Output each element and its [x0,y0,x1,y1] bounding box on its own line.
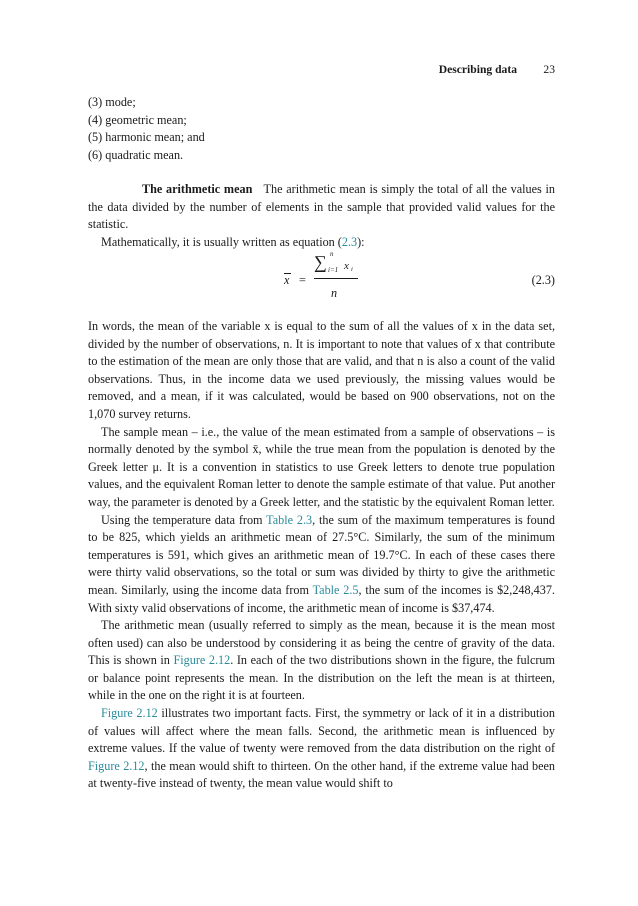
equation-2-3 [88,250,555,300]
equation-lhs: x [284,273,290,287]
figure-link[interactable]: Figure 2.12 [88,758,145,773]
paragraph: In words, the mean of the variable x is equal to the sum of all the values of x in the data set, divided by the number of observations, n. It is important to note that values of x that contribute to the estimation of the mean are only those that are valid, and that n is also a count of the valid observations. Thus, in the income data we used previously, the missing values would be removed, and a mean, if it was calculated, would be based on 900 observations, not on the 1,070 survey returns. [88,319,555,421]
paragraph [88,181,555,234]
paragraph: The arithmetic mean (usually referred to simply as the mean, because it is the mean most often used) can also be understood by considering it as being the centre of gravity of the data. This is shown in Figure 2.12. In each of the two distributions shown in the figure, the fulcrum or balance point represents the mean. In the distribution on the left the mean is at thirteen, while in the one on the right it is at fourteen. [88,618,555,703]
paragraph: The sample mean – i.e., the value of the mean estimated from a sample of observations – is normally denoted by the symbol x̄, while the true mean from the population is denoted by the Greek letter μ. It is a convention in statistics to use Greek letters to denote true population values, and the equivalent Roman letter to denote the sample estimate of that value. Put another way, the parameter is denoted by a Greek letter, and the statistic by the equivalent Roman letter. [88,424,555,509]
summation-term-subscript: i [351,266,353,273]
figure-link[interactable]: Figure 2.12 [101,706,158,721]
running-header [88,63,555,79]
paragraph: Using the temperature data from Table 2.3, the sum of the maximum temperatures is found to be 825, which yields an arithmetic mean of 27.5°C. Similarly, the sum of the minimum temperatures is 591, which gives an arithmetic mean of 19.7°C. In each of these cases there were thirty valid observations, so the total or sum was divided by thirty to give the arithmetic mean. Similarly, using the income data from Table 2.5, the sum of the incomes is $2,248,437. With sixty valid observations of income, the arithmetic mean of income is $37,474. [88,512,555,615]
summation-term: x [344,260,349,272]
paragraph: Mathematically, it is usually written as equation (2.3): [101,234,365,249]
list-item: (6) quadratic mean. [88,147,184,162]
measures-list [88,94,205,164]
list-item: (3) mode; [88,95,136,109]
summation-symbol: ∑ [314,252,327,272]
equation-denominator: n [331,286,338,300]
figure-link[interactable]: Figure 2.12 [173,653,231,668]
body-text [88,318,555,793]
table-link[interactable]: Table 2.3 [266,512,313,527]
summation-lower: i=1 [328,266,339,274]
summation-upper: n [330,250,334,258]
list-item: (4) geometric mean; [88,112,187,127]
section-intro [88,181,555,251]
running-header-title: Describing data [438,63,517,76]
fraction-bar [314,278,358,279]
paragraph: Figure 2.12 illustrates two important facts. First, the symmetry or lack of it in a distribution of values will affect where the mean falls. Second, the arithmetic mean is influenced by extreme values. If the value of twenty were removed from the data distribution on the right of Figure 2.12, the mean would shift to thirteen. On the other hand, if the extreme value had been at twenty-five instead of twenty, the mean value would shift to [88,706,555,791]
paragraph-text: The arithmetic mean is simply the total of all the values in the data divided by the number of elements in the sample that provided valid values for the statistic. [88,182,555,232]
list-item: (5) harmonic mean; and [88,130,205,145]
equation-link[interactable]: 2.3 [341,234,358,249]
equation-number: (2.3) [531,273,555,287]
page-number: 23 [543,63,555,76]
section-heading: The arithmetic mean [142,182,253,196]
table-link[interactable]: Table 2.5 [312,582,359,597]
equation-equals: = [299,273,306,287]
